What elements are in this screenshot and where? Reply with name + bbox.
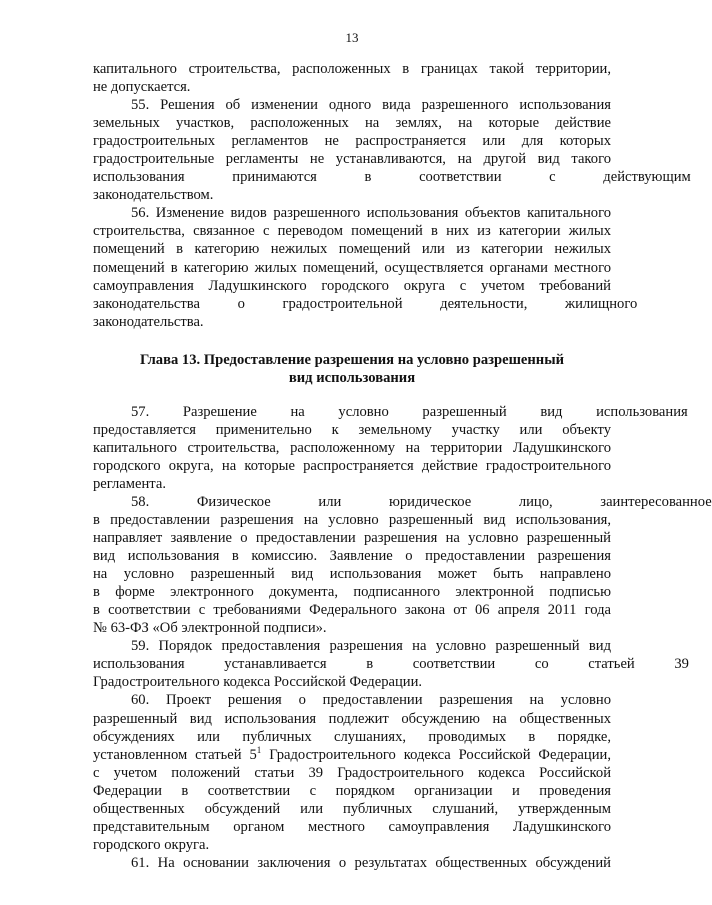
paragraph-continuation <box>93 60 611 96</box>
text-line: капитального строительства, расположенному на территории Ладушкинского <box>93 439 611 456</box>
paragraph-56 <box>93 204 638 330</box>
text-fragment: Градостроительного кодекса Российской Федерации, <box>261 746 611 763</box>
text-line: регламента. <box>93 475 166 492</box>
text-line: законодательства о градостроительной деятельности, жилищного <box>93 295 638 312</box>
text-line: направляет заявление о предоставлении разрешения на условно разрешенный <box>93 530 611 547</box>
text-line: помещений в категорию жилых помещений, осуществляется органами местного <box>93 259 611 276</box>
text-line: законодательством. <box>93 187 214 204</box>
text-line-with-superscript <box>93 746 611 764</box>
text-line: земельных участков, расположенных на землях, на которые действие <box>93 115 611 132</box>
text-line: законодательства. <box>93 313 204 330</box>
text-line: градостроительные регламенты не устанавливаются, на другой вид такого <box>93 151 611 168</box>
text-line: Градостроительного кодекса Российской Федерации. <box>93 674 423 691</box>
text-line: разрешенный вид использования подлежит обсуждению на общественных <box>93 710 611 727</box>
text-line: самоуправления Ладушкинского городского округа с учетом требований <box>93 277 611 294</box>
text-line: вид использования в комиссию. Заявление о предоставлении разрешения <box>93 548 611 565</box>
text-line: с учетом положений статьи 39 Градостроительного кодекса Российской <box>93 764 611 781</box>
text-fragment: установленном статьей 5 <box>93 746 257 763</box>
paragraph-60 <box>93 691 611 853</box>
page-number: 13 <box>345 30 359 45</box>
text-line: городского округа, на которые распространяется действие градостроительного <box>93 457 611 474</box>
text-line: 58. Физическое или юридическое лицо, заинтересованное <box>131 493 712 510</box>
text-line: использования принимаются в соответствии с действующим <box>93 169 691 186</box>
text-line: помещений в категорию нежилых помещений или из категории нежилых <box>93 241 611 258</box>
paragraph-58 <box>93 493 712 637</box>
chapter-heading <box>93 351 611 387</box>
text-line: предоставляется применительно к земельному участку или объекту <box>93 421 611 438</box>
text-line: использования устанавливается в соответствии со статьей 39 <box>93 656 689 673</box>
text-line: 60. Проект решения о предоставлении разрешения на условно <box>131 692 611 709</box>
text-line: строительства, связанное с переводом помещений в них из категории жилых <box>93 223 611 240</box>
text-line: Федерации в соответствии с порядком организации и проведения <box>93 782 611 799</box>
text-line: 57. Разрешение на условно разрешенный вид использования <box>131 403 688 420</box>
text-line: в форме электронного документа, подписанного электронной подписью <box>93 584 611 601</box>
paragraph-61 <box>93 854 611 872</box>
text-line: 59. Порядок предоставления разрешения на условно разрешенный вид <box>131 638 611 655</box>
paragraph-55 <box>93 96 691 204</box>
text-line: не допускается. <box>93 79 191 96</box>
text-line: 55. Решения об изменении одного вида разрешенного использования <box>131 97 611 114</box>
text-line: 61. На основании заключения о результатах общественных обсуждений <box>131 854 611 871</box>
text-line: обсуждениях или публичных слушаниях, проводимых в порядке, <box>93 728 611 745</box>
text-line: в соответствии с требованиями Федерального закона от 06 апреля 2011 года <box>93 602 611 619</box>
superscript: 1 <box>256 744 262 755</box>
text-line: 56. Изменение видов разрешенного использования объектов капитального <box>131 205 611 222</box>
heading-line: Глава 13. Предоставление разрешения на условно разрешенный <box>139 351 565 368</box>
heading-line: вид использования <box>288 369 416 386</box>
text-line: № 63-ФЗ «Об электронной подписи». <box>93 620 327 637</box>
text-line: представительным органом местного самоуправления Ладушкинского <box>93 818 611 835</box>
paragraph-57 <box>93 403 688 493</box>
text-line: общественных обсуждений или публичных слушаний, утвержденным <box>93 800 611 817</box>
text-line: капитального строительства, расположенных в границах такой территории, <box>93 61 611 77</box>
text-line: на условно разрешенный вид использования может быть направлено <box>93 566 611 583</box>
text-line: городского округа. <box>93 836 210 853</box>
paragraph-59 <box>93 637 689 691</box>
text-line: градостроительных регламентов не распространяется или для которых <box>93 133 611 150</box>
text-line: в предоставлении разрешения на условно разрешенный вид использования, <box>93 511 611 528</box>
document-page <box>93 0 712 872</box>
